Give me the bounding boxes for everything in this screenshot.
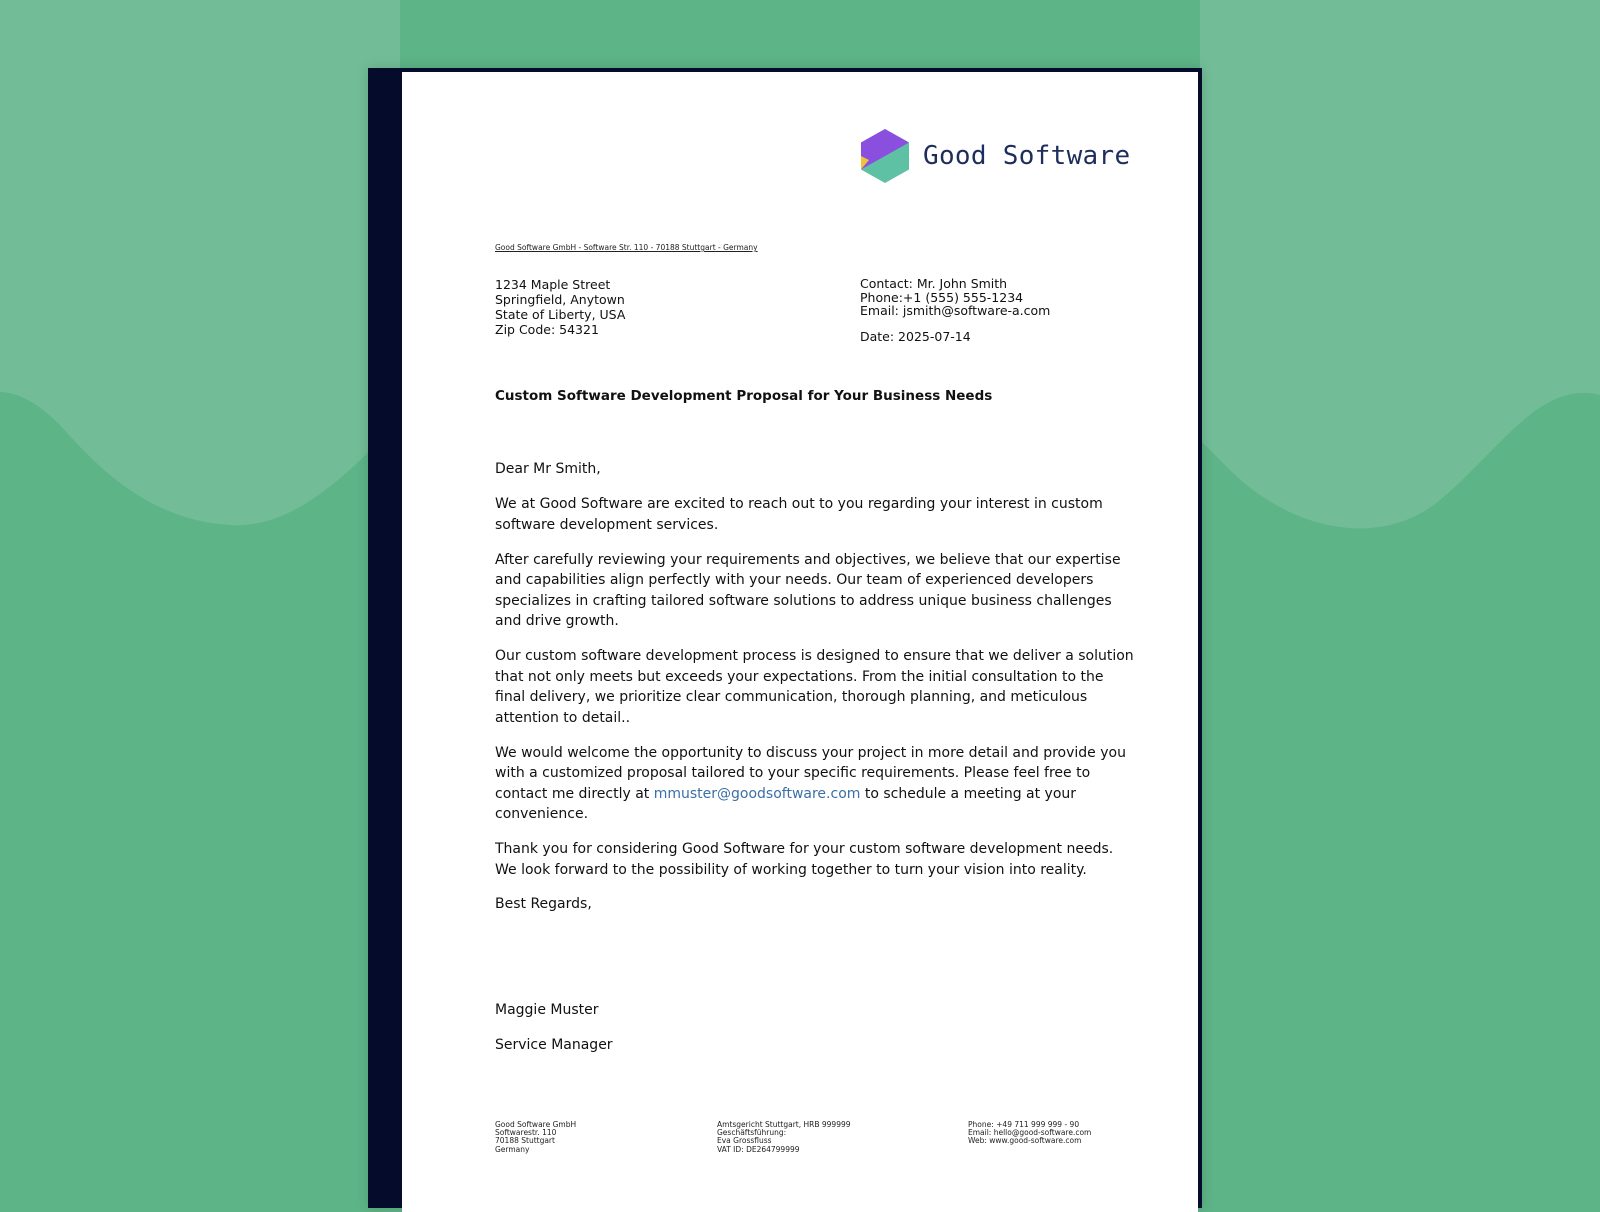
footer-web: Web: www.good-software.com [968, 1136, 1082, 1146]
footer-company [495, 1121, 576, 1154]
recipient-city: Springfield, Anytown [495, 292, 625, 307]
email-link[interactable]: mmuster@goodsoftware.com [653, 785, 861, 802]
footer-company-name: Good Software GmbH [495, 1120, 577, 1129]
letter-body [495, 459, 1135, 895]
recipient-address [495, 277, 625, 337]
contact-email: Email: jsmith@software-a.com [860, 303, 1051, 318]
letter-date: Date: 2025-07-14 [860, 329, 971, 344]
footer-company-street: Softwarestr. 110 [495, 1128, 557, 1138]
paragraph-3: Our custom software development process is designed to ensure that we deliver a solution that not only meets but exceeds your expectations. From the initial consultation to the final delivery, we prioritize clear communication, thorough planning, and meticulous attention to detail.. [495, 648, 1134, 726]
hexagon-logo-icon [861, 129, 909, 183]
footer-phone: Phone: +49 711 999 999 - 90 [968, 1120, 1080, 1129]
recipient-zip: Zip Code: 54321 [495, 322, 599, 337]
logo-text: Good Software [923, 141, 1131, 171]
footer-manager: Eva Grossfluss [717, 1136, 772, 1146]
footer-email: Email: hello@good-software.com [968, 1128, 1092, 1138]
footer-management-label: Geschäftsführung: [717, 1128, 787, 1138]
paragraph-1: We at Good Software are excited to reach out to you regarding your interest in custom software development services. [495, 496, 1103, 533]
footer-company-country: Germany [495, 1144, 530, 1154]
contact-phone: Phone:+1 (555) 555-1234 [860, 289, 1024, 305]
closing: Best Regards, [495, 896, 592, 912]
paragraph-4-text-before: We would welcome the opportunity to discuss your project in more detail and provide you with a customized proposal tailored to your specific requirements. Please feel free to contact me directly at [495, 744, 1126, 802]
signer-name: Maggie Muster [495, 1002, 599, 1018]
paragraph-5: Thank you for considering Good Software for your custom software development needs. We look forward to the possibility of working together to turn your vision into reality. [495, 841, 1114, 878]
paragraph-4-text-after: to schedule a meeting at your convenience. [495, 785, 1077, 822]
footer-court: Amtsgericht Stuttgart, HRB 999999 [717, 1120, 851, 1129]
sender-return-address: Good Software GmbH - Software Str. 110 - 70188 Stuttgart - Germany [495, 243, 758, 252]
paragraph-4 [495, 743, 1135, 825]
greeting: Dear Mr Smith, [495, 461, 601, 477]
footer-legal [717, 1121, 851, 1154]
signer-title: Service Manager [495, 1037, 613, 1053]
footer-contact [968, 1121, 1091, 1146]
footer-company-city: 70188 Stuttgart [495, 1136, 555, 1146]
recipient-state: State of Liberty, USA [495, 307, 626, 322]
footer-vat: VAT ID: DE264799999 [717, 1144, 800, 1154]
recipient-street: 1234 Maple Street [495, 277, 611, 292]
paragraph-2: After carefully reviewing your requirements and objectives, we believe that our expertise and capabilities align perfectly with your needs. Our team of experienced developers specializes in crafting tailored software solutions to address unique business challenges and drive growth. [495, 551, 1121, 629]
letter-page [402, 72, 1198, 1212]
contact-block [860, 277, 1050, 318]
letter-subject: Custom Software Development Proposal for Your Business Needs [495, 388, 993, 404]
contact-name: Contact: Mr. John Smith [860, 276, 1008, 291]
company-logo [861, 129, 1130, 183]
